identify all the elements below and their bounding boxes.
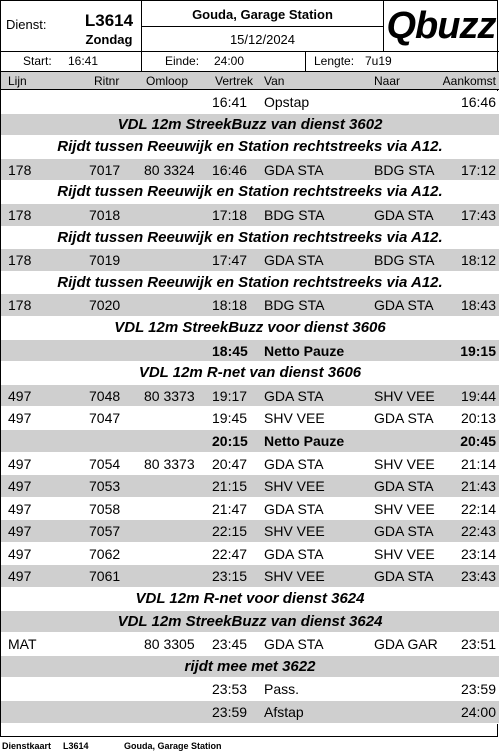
- cell-aankomst: 23:43: [460, 568, 496, 585]
- duty-date: 15/12/2024: [229, 32, 296, 47]
- dienst-code: L3614: [84, 11, 134, 30]
- footer-code: L3614: [63, 741, 89, 751]
- cell-aankomst: 21:43: [460, 478, 496, 495]
- cell-naar: SHV VEE: [374, 455, 435, 472]
- cell-ritnr: 7057: [89, 523, 121, 540]
- cell-van: GDA STA: [264, 455, 324, 472]
- section-title: VDL 12m StreekBuzz voor dienst 3606: [114, 318, 386, 336]
- cell-vertrek: 21:47: [212, 500, 248, 517]
- cell-van: Netto Pauze: [264, 342, 345, 359]
- trip-row: [1, 294, 499, 317]
- footer-location: Gouda, Garage Station: [124, 741, 222, 751]
- cell-aankomst: 20:45: [460, 432, 496, 449]
- section-title: VDL 12m R-net voor dienst 3624: [135, 590, 365, 608]
- cell-lijn: 497: [8, 410, 32, 427]
- trip-row: [1, 91, 499, 114]
- cell-vertrek: 22:47: [212, 545, 248, 562]
- cell-ritnr: 7020: [89, 297, 121, 314]
- pause-row: [1, 430, 499, 453]
- cell-naar: GDA STA: [374, 523, 434, 540]
- cell-aankomst: 20:13: [460, 410, 496, 427]
- cell-naar: GDA STA: [374, 206, 434, 223]
- lengte-value: 7u19: [365, 54, 392, 68]
- cell-aankomst: 17:43: [460, 206, 496, 223]
- einde-value: 24:00: [214, 54, 245, 68]
- cell-lijn: 178: [8, 252, 32, 269]
- section-title-row: [1, 317, 499, 340]
- cell-van: GDA STA: [264, 252, 324, 269]
- cell-van: SHV VEE: [264, 568, 325, 585]
- header-times: [1, 52, 499, 72]
- trip-row: [1, 520, 499, 543]
- trip-row: [1, 678, 499, 701]
- start-label: Start:: [23, 54, 52, 68]
- section-title-row: [1, 181, 499, 204]
- cell-van: Opstap: [264, 94, 310, 110]
- section-title-row: [1, 656, 499, 679]
- section-title: VDL 12m StreekBuzz van dienst 3602: [117, 115, 383, 133]
- cell-lijn: 178: [8, 206, 32, 223]
- cell-naar: GDA STA: [374, 568, 434, 585]
- cell-van: Pass.: [264, 681, 300, 698]
- trip-row: [1, 249, 499, 272]
- schedule-rows: [1, 91, 499, 724]
- cell-van: GDA STA: [264, 387, 324, 404]
- cell-ritnr: 7058: [89, 500, 121, 517]
- trip-row: [1, 159, 499, 182]
- cell-lijn: 178: [8, 161, 32, 178]
- cell-lijn: MAT: [8, 636, 37, 653]
- cell-ritnr: 7054: [89, 455, 121, 472]
- trip-row: [1, 543, 499, 566]
- column-headers: [1, 72, 499, 90]
- start-value: 16:41: [68, 54, 99, 68]
- cell-aankomst: 22:14: [460, 500, 496, 517]
- cell-naar: GDA STA: [374, 478, 434, 495]
- cell-ritnr: 7019: [89, 252, 121, 269]
- cell-vertrek: 21:15: [212, 478, 248, 495]
- cell-vertrek: 19:45: [212, 410, 248, 427]
- cell-naar: GDA GAR: [374, 636, 438, 653]
- cell-van: SHV VEE: [264, 523, 325, 540]
- cell-aankomst: 22:43: [460, 523, 496, 540]
- section-title: Rijdt tussen Reeuwijk en Station rechtstreeks via A12.: [57, 228, 443, 246]
- cell-aankomst: 21:14: [460, 455, 496, 472]
- cell-vertrek: 19:17: [212, 387, 248, 404]
- divider: [305, 52, 306, 71]
- cell-lijn: 497: [8, 500, 32, 517]
- cell-vertrek: 23:53: [212, 681, 248, 698]
- col-lijn: Lijn: [8, 74, 27, 88]
- cell-omloop: 80 3324: [144, 161, 195, 178]
- cell-aankomst: 17:12: [460, 161, 496, 178]
- cell-vertrek: 17:47: [212, 252, 248, 269]
- cell-aankomst: 23:51: [460, 636, 496, 653]
- section-title-row: [1, 611, 499, 634]
- trip-row: [1, 475, 499, 498]
- lengte-label: Lengte:: [314, 54, 355, 68]
- section-title-row: [1, 362, 499, 385]
- cell-omloop: 80 3305: [144, 636, 195, 653]
- cell-naar: SHV VEE: [374, 500, 435, 517]
- cell-lijn: 497: [8, 478, 32, 495]
- col-van: Van: [264, 74, 285, 88]
- cell-naar: GDA STA: [374, 297, 434, 314]
- col-omloop: Omloop: [146, 74, 189, 88]
- section-title-row: [1, 136, 499, 159]
- section-title: rijdt mee met 3622: [184, 657, 316, 675]
- cell-aankomst: 19:15: [460, 342, 496, 359]
- einde-label: Einde:: [165, 54, 200, 68]
- col-ritnr: Ritnr: [94, 74, 120, 88]
- cell-vertrek: 22:15: [212, 523, 248, 540]
- cell-naar: BDG STA: [374, 161, 435, 178]
- cell-vertrek: 18:45: [212, 342, 248, 359]
- cell-van: Netto Pauze: [264, 432, 345, 449]
- section-title: Rijdt tussen Reeuwijk en Station rechtstreeks via A12.: [57, 273, 443, 291]
- cell-vertrek: 16:41: [212, 94, 248, 110]
- cell-naar: SHV VEE: [374, 387, 435, 404]
- cell-van: GDA STA: [264, 161, 324, 178]
- trip-row: [1, 633, 499, 656]
- section-title: Rijdt tussen Reeuwijk en Station rechtstreeks via A12.: [57, 138, 443, 156]
- cell-van: SHV VEE: [264, 410, 325, 427]
- qbuzz-logo: Qbuzz: [386, 5, 496, 47]
- cell-lijn: 497: [8, 523, 32, 540]
- cell-naar: GDA STA: [374, 410, 434, 427]
- cell-lijn: 178: [8, 297, 32, 314]
- footer-label: Dienstkaart: [2, 741, 52, 751]
- cell-aankomst: 19:44: [460, 387, 496, 404]
- section-title-row: [1, 272, 499, 295]
- cell-aankomst: 24:00: [460, 704, 496, 721]
- cell-van: SHV VEE: [264, 478, 325, 495]
- divider: [383, 1, 384, 52]
- section-title: VDL 12m StreekBuzz van dienst 3624: [117, 612, 383, 630]
- col-vertrek: Vertrek: [215, 74, 254, 88]
- cell-vertrek: 16:46: [212, 161, 248, 178]
- cell-vertrek: 20:47: [212, 455, 248, 472]
- cell-lijn: 497: [8, 387, 32, 404]
- trip-row: [1, 204, 499, 227]
- section-title: Rijdt tussen Reeuwijk en Station rechtstreeks via A12.: [57, 183, 443, 201]
- cell-aankomst: 23:14: [460, 545, 496, 562]
- pause-row: [1, 340, 499, 363]
- trip-row: [1, 498, 499, 521]
- cell-van: BDG STA: [264, 206, 325, 223]
- location-name: Gouda, Garage Station: [142, 3, 383, 27]
- trip-row: [1, 701, 499, 724]
- trip-row: [1, 385, 499, 408]
- cell-lijn: 497: [8, 455, 32, 472]
- divider: [141, 52, 142, 71]
- cell-van: BDG STA: [264, 297, 325, 314]
- cell-vertrek: 17:18: [212, 206, 248, 223]
- cell-vertrek: 23:45: [212, 636, 248, 653]
- cell-ritnr: 7062: [89, 545, 121, 562]
- cell-naar: SHV VEE: [374, 545, 435, 562]
- cell-ritnr: 7061: [89, 568, 121, 585]
- cell-vertrek: 18:18: [212, 297, 248, 314]
- cell-ritnr: 7048: [89, 387, 121, 404]
- cell-vertrek: 23:15: [212, 568, 248, 585]
- section-title-row: [1, 588, 499, 611]
- cell-omloop: 80 3373: [144, 455, 195, 472]
- cell-aankomst: 23:59: [460, 681, 496, 698]
- trip-row: [1, 407, 499, 430]
- cell-van: Afstap: [264, 704, 304, 721]
- cell-ritnr: 7053: [89, 478, 121, 495]
- col-naar: Naar: [374, 74, 401, 88]
- section-title: VDL 12m R-net van dienst 3606: [138, 364, 362, 382]
- col-aankomst: Aankomst: [442, 74, 496, 88]
- header-top: [1, 1, 499, 52]
- cell-aankomst: 18:43: [460, 297, 496, 314]
- cell-lijn: 497: [8, 568, 32, 585]
- cell-van: GDA STA: [264, 636, 324, 653]
- dienst-label: Dienst:: [6, 17, 47, 32]
- cell-aankomst: 18:12: [460, 252, 496, 269]
- cell-ritnr: 7018: [89, 206, 121, 223]
- section-title-row: [1, 114, 499, 137]
- trip-row: [1, 453, 499, 476]
- cell-ritnr: 7047: [89, 410, 121, 427]
- cell-vertrek: 20:15: [212, 432, 248, 449]
- cell-lijn: 497: [8, 545, 32, 562]
- cell-ritnr: 7017: [89, 161, 121, 178]
- section-title-row: [1, 227, 499, 250]
- trip-row: [1, 565, 499, 588]
- cell-omloop: 80 3373: [144, 387, 195, 404]
- cell-vertrek: 23:59: [212, 704, 248, 721]
- cell-van: GDA STA: [264, 500, 324, 517]
- dienst-day: Zondag: [85, 32, 133, 47]
- cell-van: GDA STA: [264, 545, 324, 562]
- cell-naar: BDG STA: [374, 252, 435, 269]
- cell-aankomst: 16:46: [460, 94, 496, 110]
